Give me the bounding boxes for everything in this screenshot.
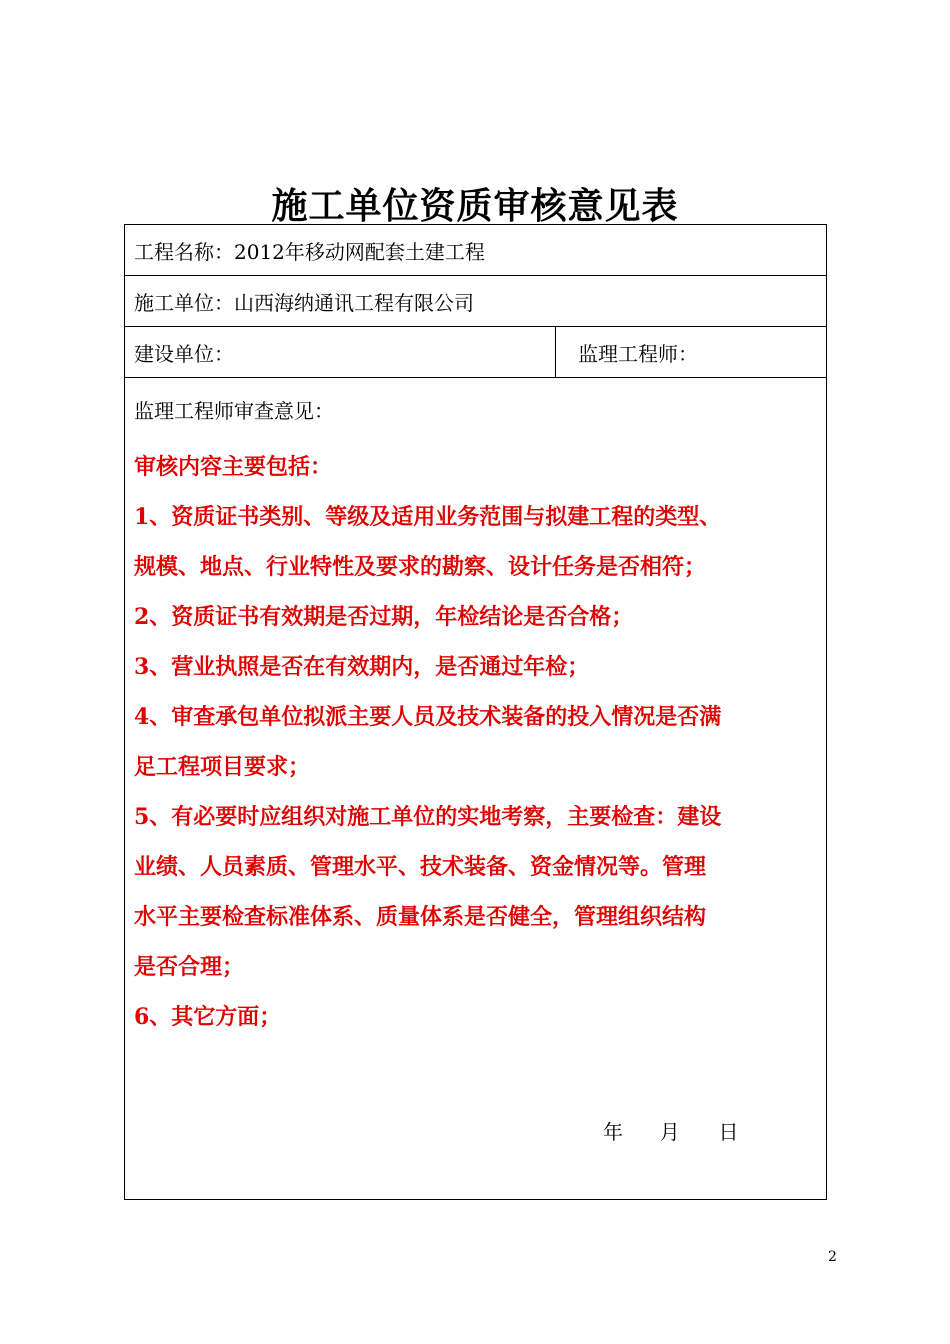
date-month: 月 xyxy=(659,1120,680,1144)
construction-unit-field: 施工单位：山西海纳通讯工程有限公司 xyxy=(134,290,474,315)
supervisor-field: 监理工程师： xyxy=(578,341,698,366)
review-line: 1、资质证书类别、等级及适用业务范围与拟建工程的类型、 xyxy=(134,504,722,530)
review-line: 业绩、人员素质、管理水平、技术装备、资金情况等。管理 xyxy=(134,854,707,880)
review-content-list xyxy=(134,442,824,1042)
construction-unit-row xyxy=(125,276,826,327)
review-line: 4、审查承包单位拟派主要人员及技术装备的投入情况是否满 xyxy=(134,704,722,730)
review-line: 5、有必要时应组织对施工单位的实地考察，主要检查：建设 xyxy=(134,804,722,830)
review-form xyxy=(124,224,827,1200)
column-divider xyxy=(555,327,556,377)
project-name-field: 工程名称：2012年移动网配套土建工程 xyxy=(134,239,485,264)
review-line: 是否合理； xyxy=(134,954,245,980)
page-number: 2 xyxy=(828,1249,837,1265)
review-line: 足工程项目要求； xyxy=(134,754,311,780)
review-line: 6、其它方面； xyxy=(134,1004,282,1030)
page-title: 施工单位资质审核意见表 xyxy=(271,185,679,227)
date-day: 日 xyxy=(718,1120,739,1144)
review-line: 规模、地点、行业特性及要求的勘察、设计任务是否相符； xyxy=(134,554,707,580)
opinion-label: 监理工程师审查意见： xyxy=(134,399,334,423)
review-line: 3、营业执照是否在有效期内，是否通过年检； xyxy=(134,654,590,680)
opinion-section xyxy=(125,378,826,1199)
owner-supervisor-row xyxy=(125,327,826,378)
date-line xyxy=(603,1116,738,1145)
review-line: 审核内容主要包括： xyxy=(134,454,333,480)
review-line: 水平主要检查标准体系、质量体系是否健全，管理组织结构 xyxy=(134,904,707,930)
owner-unit-field: 建设单位： xyxy=(134,341,234,366)
review-line: 2、资质证书有效期是否过期，年检结论是否合格； xyxy=(134,604,634,630)
project-name-row xyxy=(125,225,826,276)
date-year: 年 xyxy=(603,1120,623,1144)
